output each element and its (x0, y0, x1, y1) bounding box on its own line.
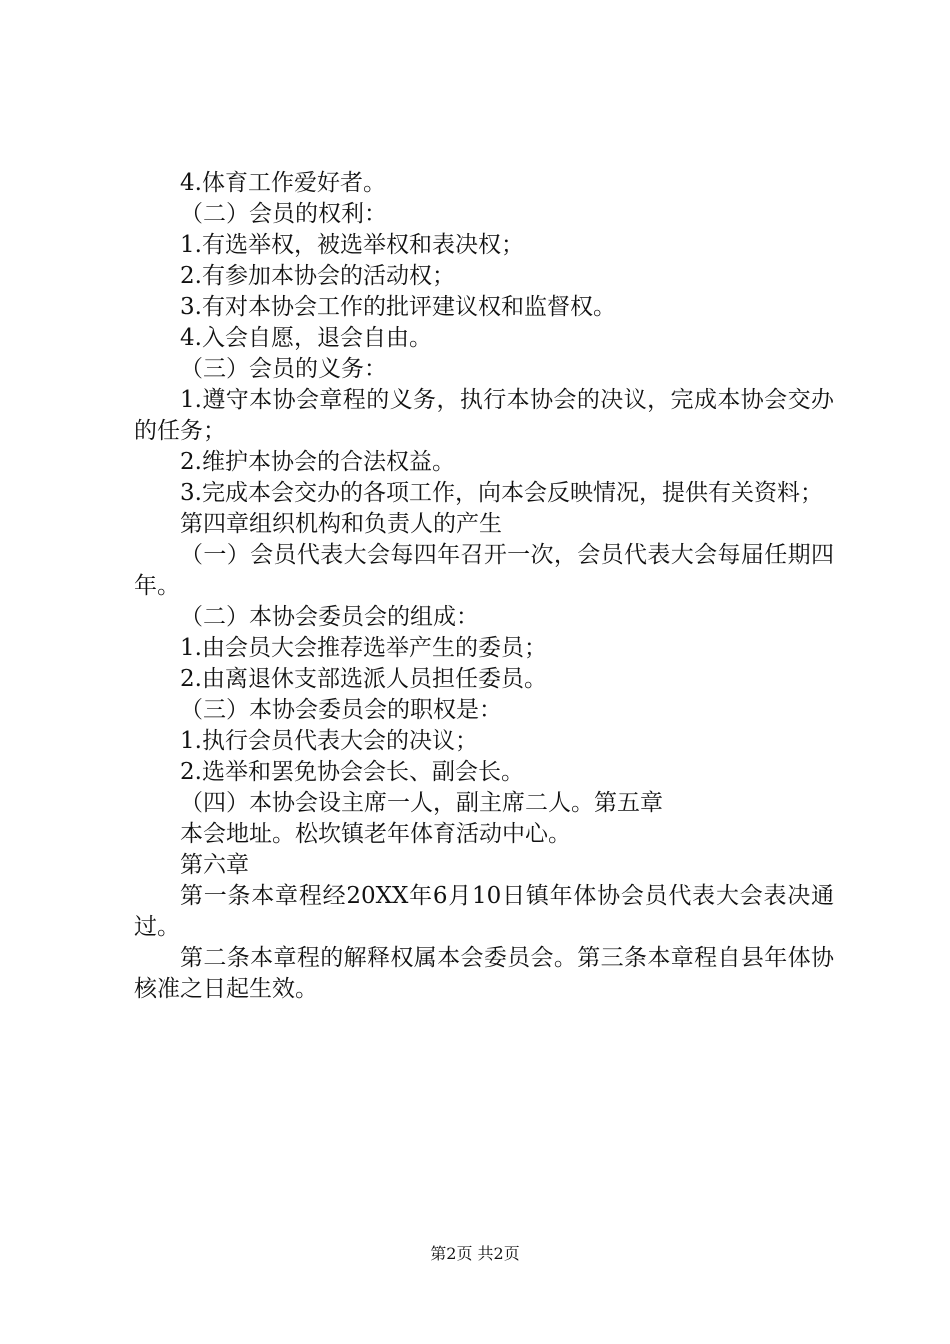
paragraph: 2.有参加本协会的活动权； (180, 263, 455, 289)
paragraph: （二）本协会委员会的组成： (180, 604, 479, 630)
paragraph: 第二条本章程的解释权属本会委员会。第三条本章程自县年体协核准之日起生效。 (134, 945, 834, 1002)
paragraph: 2.由离退休支部选派人员担任委员。 (180, 666, 547, 692)
paragraph: 1.遵守本协会章程的义务，执行本协会的决议，完成本协会交办的任务； (134, 387, 834, 444)
page-footer: 第2页 共2页 (430, 1244, 520, 1263)
paragraph: （三）会员的义务： (180, 356, 387, 382)
paragraph: 3.有对本协会工作的批评建议权和监督权。 (180, 294, 616, 320)
paragraph: （二）会员的权利： (180, 201, 387, 227)
paragraph: （一）会员代表大会每四年召开一次，会员代表大会每届任期四年。 (134, 542, 834, 599)
paragraph: 1.有选举权，被选举权和表决权； (180, 232, 524, 258)
chapter-heading: 第六章 (180, 852, 249, 878)
paragraph: （四）本协会设主席一人，副主席二人。第五章 (180, 790, 663, 816)
paragraph: 2.维护本协会的合法权益。 (180, 449, 455, 475)
paragraph: 1.执行会员代表大会的决议； (180, 728, 478, 754)
paragraph: 4.入会自愿，退会自由。 (180, 325, 432, 351)
paragraph: 本会地址。松坎镇老年体育活动中心。 (180, 821, 571, 847)
paragraph: 第一条本章程经20XX年6月10日镇年体协会员代表大会表决通过。 (134, 883, 834, 940)
paragraph: （三）本协会委员会的职权是： (180, 697, 502, 723)
document-body (134, 168, 834, 1005)
paragraph: 2.选举和罢免协会会长、副会长。 (180, 759, 524, 785)
chapter-heading: 第四章组织机构和负责人的产生 (180, 511, 502, 537)
paragraph: 3.完成本会交办的各项工作，向本会反映情况，提供有关资料； (180, 480, 823, 506)
paragraph: 1.由会员大会推荐选举产生的委员； (180, 635, 547, 661)
paragraph: 4.体育工作爱好者。 (180, 170, 386, 196)
